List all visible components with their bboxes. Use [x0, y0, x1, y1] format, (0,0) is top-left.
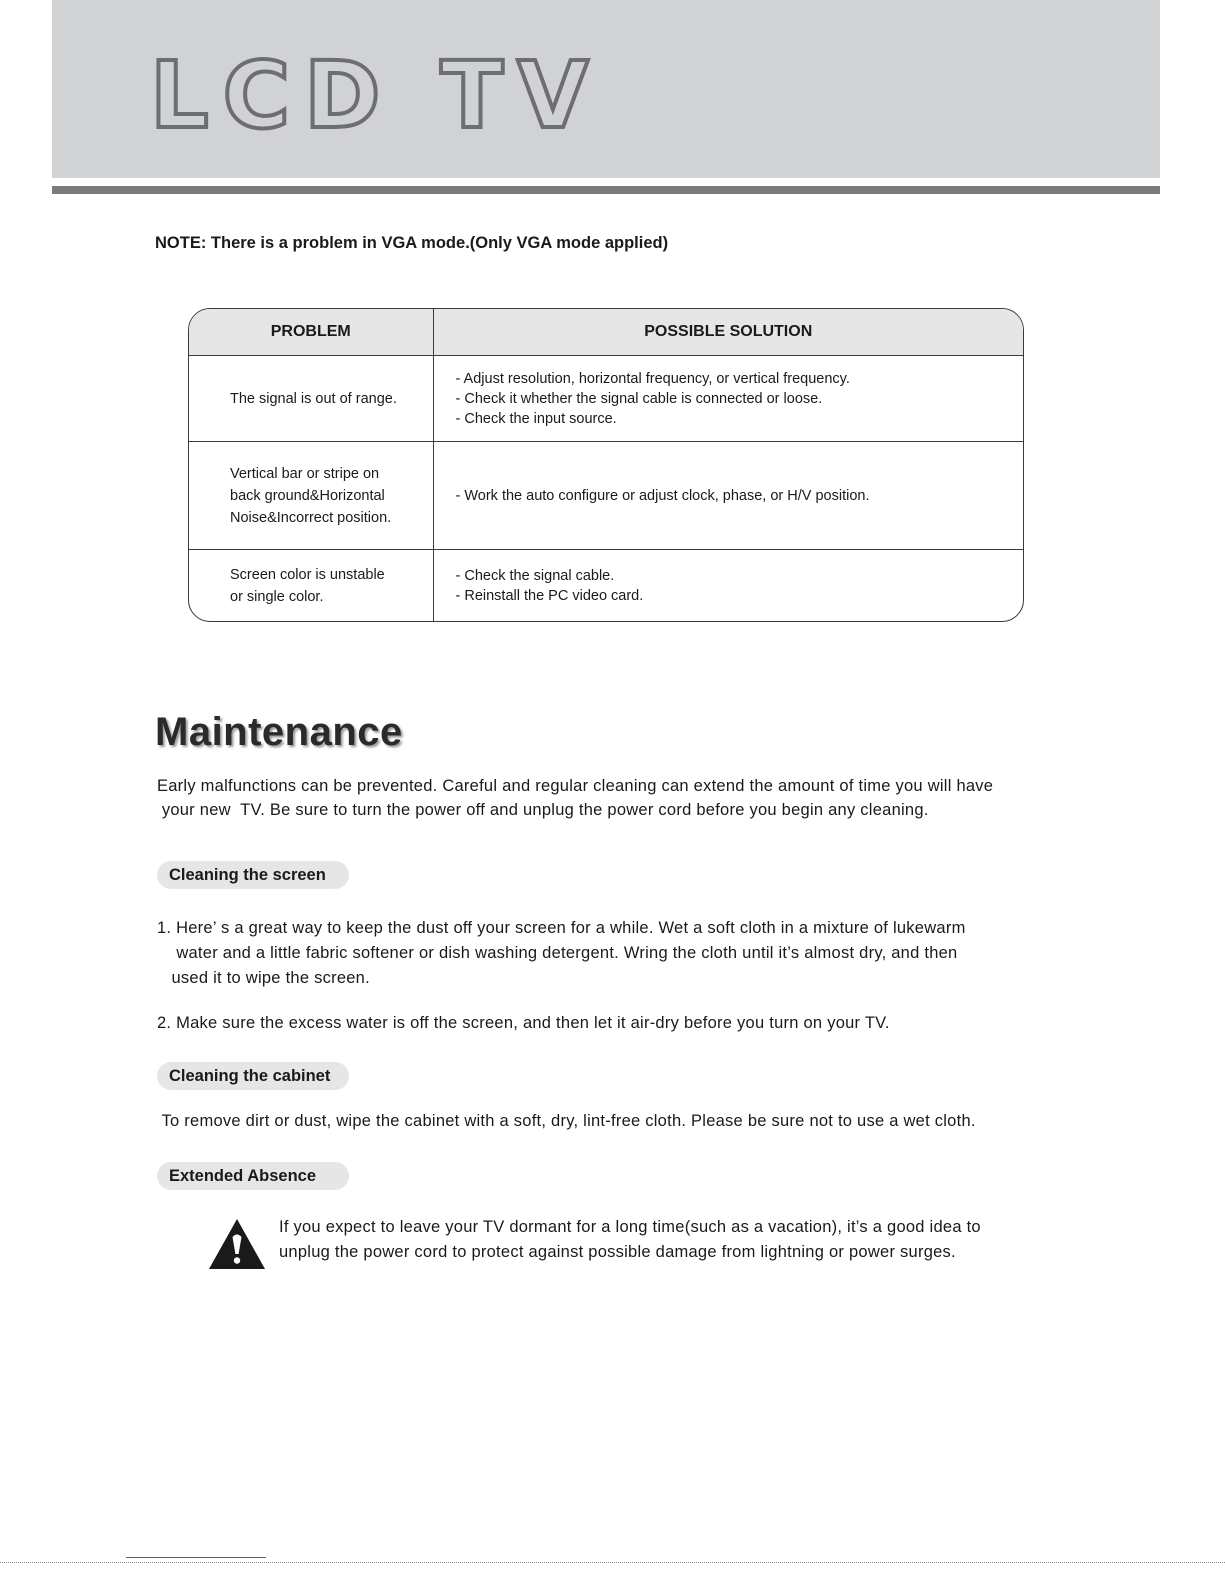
solution-text: - Work the auto configure or adjust clock, phase, or H/V position.	[455, 487, 870, 504]
solution-cell	[433, 442, 1023, 550]
absence-line: unplug the power cord to protect against possible damage from lightning or power surges.	[279, 1243, 956, 1261]
problem-cell	[189, 442, 433, 550]
problem-text: Noise&Incorrect position.	[230, 509, 392, 526]
table-row	[189, 356, 1023, 442]
solution-text: - Check it whether the signal cable is connected or loose.	[455, 390, 823, 407]
problem-text: The signal is out of range.	[230, 390, 397, 407]
absence-line: If you expect to leave your TV dormant for a long time(such as a vacation), it’s a good idea to	[279, 1218, 981, 1236]
solution-text: - Adjust resolution, horizontal frequency, or vertical frequency.	[455, 370, 850, 387]
vga-note: NOTE: There is a problem in VGA mode.(Only VGA mode applied)	[155, 234, 669, 252]
extended-absence-text	[279, 1215, 981, 1265]
footer-dotted-line	[0, 1562, 1225, 1563]
intro-line: Early malfunctions can be prevented. Careful and regular cleaning can extend the amount of time you will have	[157, 777, 994, 795]
footer-link-underline	[126, 1557, 266, 1558]
problem-cell	[189, 550, 433, 622]
column-header-solution: POSSIBLE SOLUTION	[433, 309, 1023, 356]
step-line: water and a little fabric softener or dish washing detergent. Wring the cloth until it’s almost dry, and then	[157, 944, 958, 962]
problem-cell	[189, 356, 433, 442]
cleaning-screen-label: Cleaning the screen	[157, 861, 349, 889]
cleaning-screen-step-2: 2. Make sure the excess water is off the screen, and then let it air-dry before you turn on your TV.	[157, 1014, 890, 1032]
step-line: used it to wipe the screen.	[157, 969, 370, 987]
step-line: 1. Here’ s a great way to keep the dust off your screen for a while. Wet a soft cloth in a mixture of lukewarm	[157, 919, 966, 937]
troubleshooting-table	[188, 308, 1024, 622]
solution-cell	[433, 356, 1023, 442]
cleaning-screen-step-1	[157, 916, 1097, 991]
table-header-row	[189, 309, 1023, 356]
header-rule	[52, 186, 1160, 194]
solution-cell	[433, 550, 1023, 622]
warning-icon	[208, 1218, 266, 1275]
table-row	[189, 442, 1023, 550]
column-header-problem: PROBLEM	[189, 309, 433, 356]
table-row	[189, 550, 1023, 622]
problem-text: Screen color is unstable	[230, 566, 385, 583]
problem-text: or single color.	[230, 588, 324, 605]
extended-absence-label: Extended Absence	[157, 1162, 349, 1190]
maintenance-heading: Maintenance	[155, 710, 403, 754]
intro-line: your new TV. Be sure to turn the power off and unplug the power cord before you begin any cleaning.	[157, 801, 929, 819]
solution-text: - Check the signal cable.	[455, 567, 615, 584]
cleaning-cabinet-label: Cleaning the cabinet	[157, 1062, 349, 1090]
solution-text: - Check the input source.	[455, 410, 617, 427]
problem-text: Vertical bar or stripe on	[230, 465, 380, 482]
solution-text: - Reinstall the PC video card.	[455, 587, 644, 604]
maintenance-intro	[157, 774, 1087, 822]
cleaning-cabinet-text: To remove dirt or dust, wipe the cabinet with a soft, dry, lint-free cloth. Please be sure not to use a wet cloth.	[157, 1112, 976, 1130]
problem-text: back ground&Horizontal	[230, 487, 385, 504]
header-title: LCD TV	[150, 42, 603, 149]
